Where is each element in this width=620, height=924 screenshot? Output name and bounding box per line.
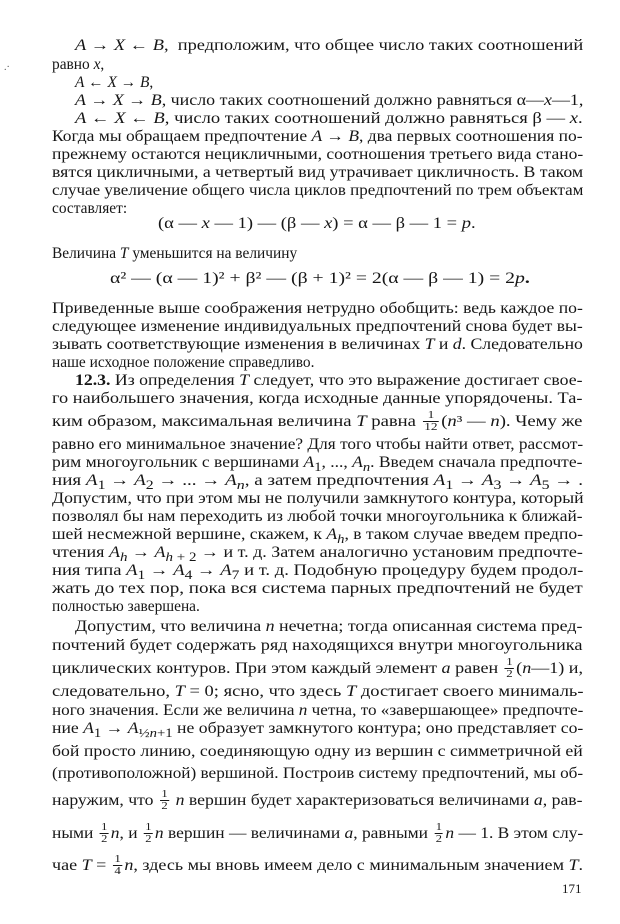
text-line: (противоположной) вершиной. Построив систему предпочтений, мы об- [52,765,584,782]
margin-mark: .· [4,62,10,73]
text-line: следовательно, T = 0; ясно, что здесь T достигает своего минималь- [52,683,584,700]
equation: (α — x — 1) — (β — x) = α — β — 1 = p. [158,215,476,232]
text-line: шей несмежной вершине, скажем, к $A_h$, в таком случае введем предпо- [52,526,584,547]
text-line: Допустим, что величина n нечетна; тогда описанная система пред- [75,618,583,635]
text-line: прежнему остаются нецикличными, соотношения третьего вида стано- [52,146,584,163]
text-line: Приведенные выше соображения нетрудно обобщить: ведь каждое по- [52,300,583,317]
text-line: вятся цикличными, а четвертый вид утрачивает цикличность. В таком [52,164,584,181]
text-line: ными $\frac{1}{2}$ n, и $\frac{1}{2}$ n вершин — величинами a, равными $\frac{1}{2}$ n — 1. В этом слу- [52,821,584,845]
text-line: полностью завершена. [52,598,200,615]
text-line: ким образом, максимальная величина T равна $\frac{1}{12}$ (n³ — n). Чему же [52,409,583,433]
text-line: следующее изменение индивидуальных предпочтений снова будет вы- [52,318,583,335]
text-line: наружим, что $\frac{1}{2}$ n вершин будет характеризоваться величинами a, рав- [52,788,583,812]
text-line: чтения $A_h \to A_{h + 2} \to и$ т. д. Затем аналогично установим предпочте- [52,544,583,565]
text-line: жать до тех пор, пока вся система парных предпочтений не будет [52,580,583,597]
text-line: рим многоугольник с вершинами $A_1$, ..., $A_n$. Введем сначала предпочте- [52,454,583,475]
equation: α² — (α — 1)² + β² — (β + 1)² = 2(α — β — 1) = 2p. [110,270,530,287]
text-line: случае увеличение общего числа циклов предпочтений по трем объектам [52,182,584,199]
text-line: ния $A_1 \to A_2$ → ... → $A_n$, а затем предпочтения $A_1 \to A_3 \to A_5$ → . [52,472,583,493]
text-line: чае T = $\frac{1}{4}$ n, здесь мы вновь имеем дело с минимальным значением T. [52,853,584,877]
text-line: Когда мы обращаем предпочтение A → B, два первых соотношения по- [52,128,583,145]
text-line: A ← X ← B, число таких соотношений должно равняться β — x. [75,110,583,127]
text-line: наше исходное положение справедливо. [52,354,315,371]
text-line: A ← X → B, [75,74,154,91]
text-line: равно его минимальное значение? Для того чтобы найти ответ, рассмот- [52,436,584,453]
text-line: почтений будет содержать ряд находящихся внутри многоугольника [52,637,583,654]
page-number: 171 [562,881,582,896]
text-line: Величина T уменьшится на величину [52,245,298,262]
text-line: Допустим, что при этом мы не получили замкнутого контура, который [52,490,584,507]
text-line: ния типа $A_1 \to A_4 \to A_7$ и т. д. Подобную процедуру будем продол- [52,562,584,583]
text-line: A → X → B, число таких соотношений должно равняться α—x—1, [75,92,584,109]
text-line: A → X ← B, предположим, что общее число таких соотношений [75,37,584,54]
text-line: циклических контуров. При этом каждый элемент a равен $\frac{1}{2}$ (n—1) и, [52,656,583,680]
text-line: бой просто линию, соединяющую одну из вершин с симметричной ей [52,743,583,760]
text-line: равно x, [52,56,105,73]
text-line: ние $A_1 \to A_{\frac{1}{2}n+1}$ не образует замкнутого контура; оно представляет со- [52,720,584,741]
text-line: 12.3. Из определения T следует, что это выражение достигает свое- [75,372,583,389]
text-line: составляет: [52,200,128,217]
text-line: ного значения. Если же величина n четна, то «завершающее» предпочте- [52,702,584,719]
text-line: позволял бы нам переходить из любой точки многоугольника к ближай- [52,508,583,525]
text-line: го наибольшего значения, когда исходные данные упорядочены. Та- [52,390,583,407]
text-line: зывать соответствующие изменения в величинах T и d. Следовательно [52,336,583,353]
